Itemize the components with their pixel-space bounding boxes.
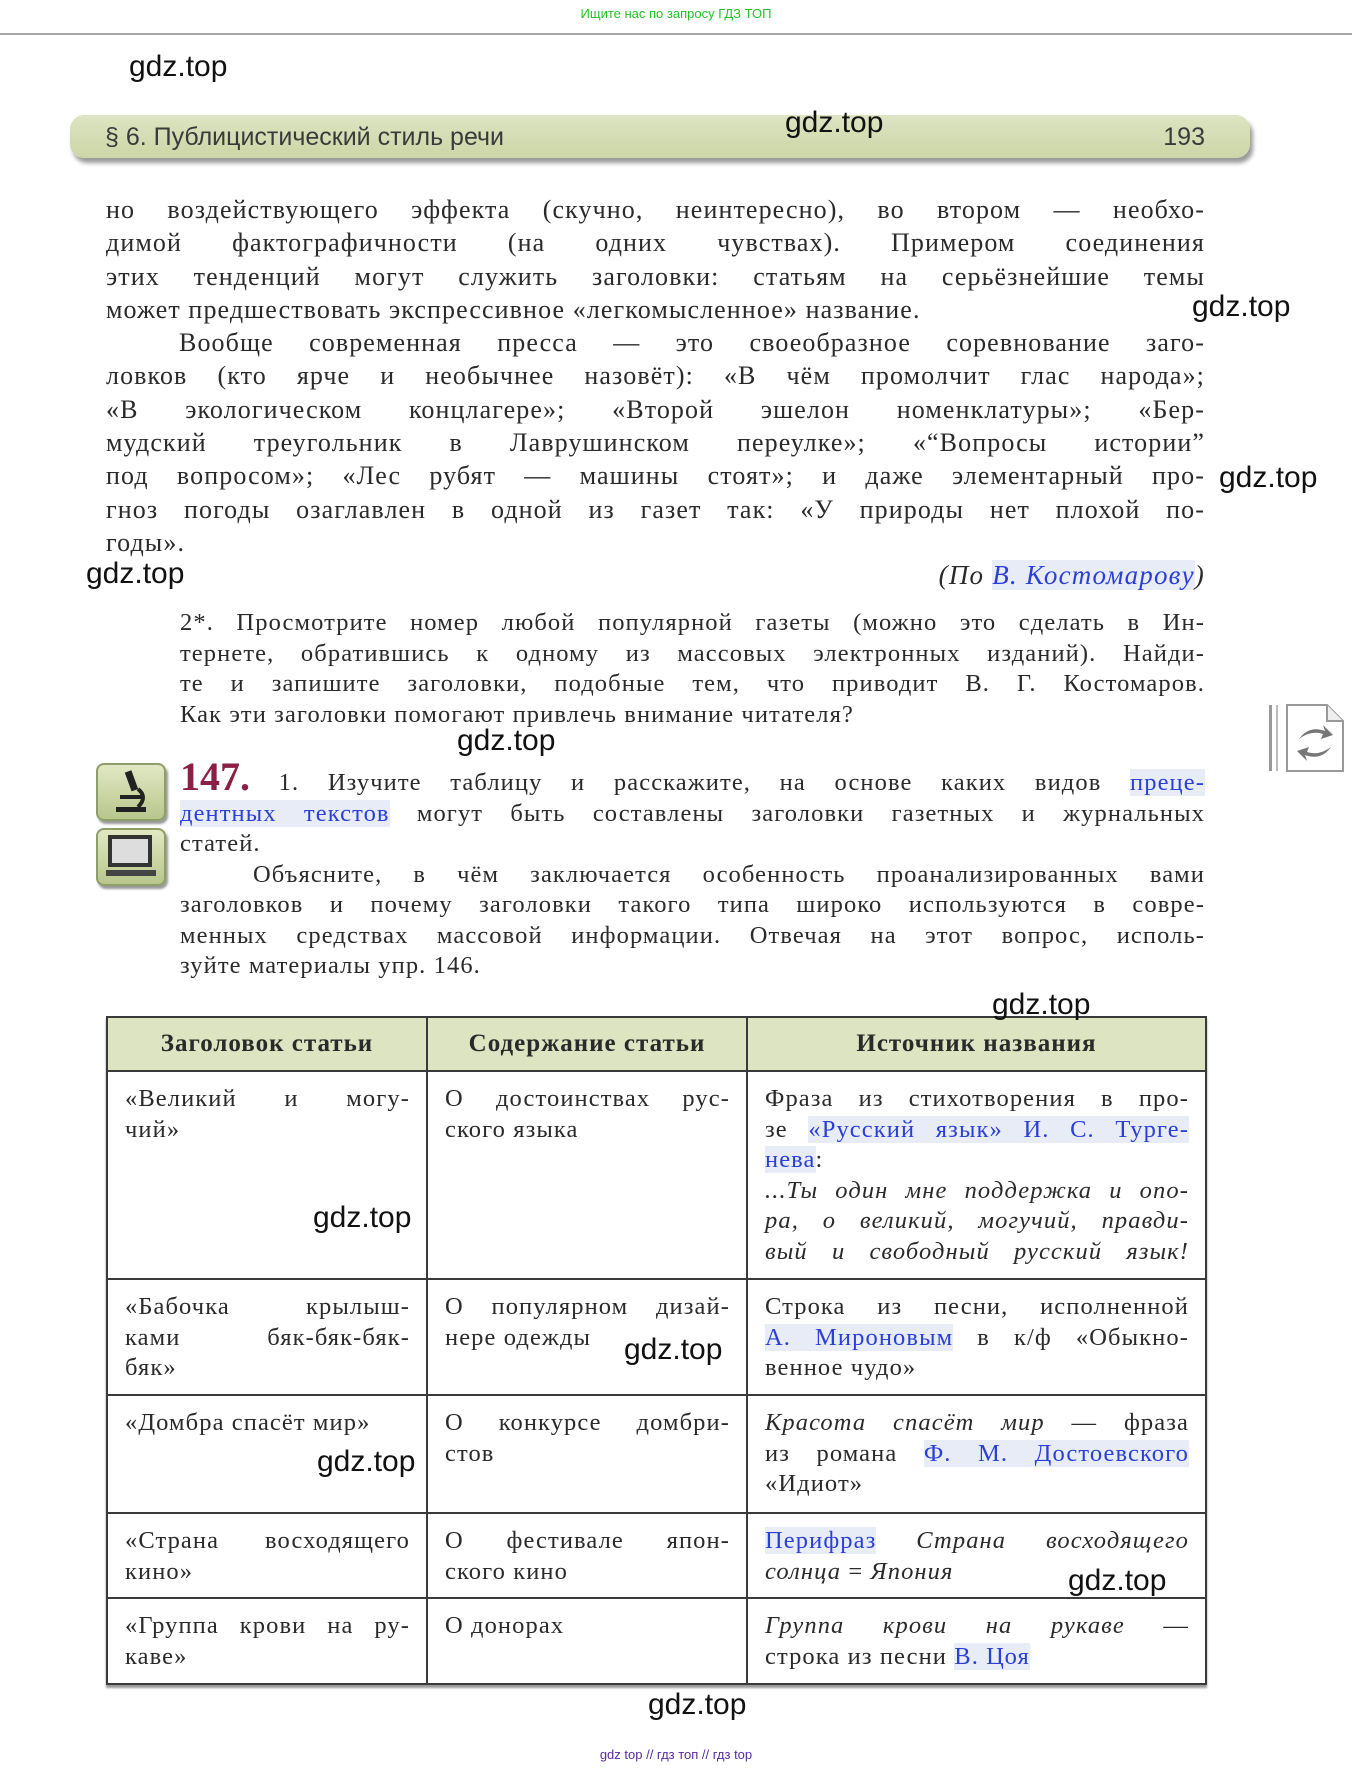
text-run: мудский треугольник в Лаврушинском переулке»; «“Вопросы истории” <box>106 428 1205 458</box>
text-line <box>765 1176 1189 1207</box>
text-run: под вопросом»; «Лес рубят — машины стоят»; и даже элементарный про- <box>106 461 1205 491</box>
text-line <box>765 1292 1189 1323</box>
text-line <box>445 1084 730 1115</box>
text-line <box>106 526 1205 559</box>
text-run: могут быть составлены заголовки газетных и журнальных <box>389 799 1205 827</box>
author-link[interactable]: В. Костомарову <box>992 560 1195 590</box>
text-run: Япония <box>870 1557 954 1585</box>
watermark: gdz.top <box>313 1201 412 1234</box>
text-line <box>106 426 1205 459</box>
text-link[interactable]: нева <box>765 1146 816 1173</box>
section-title: § 6. Публицистический стиль речи <box>105 123 505 151</box>
text-line <box>765 1526 1189 1557</box>
text-run: этих тенденций могут служить заголовки: статьям на серьёзнейшие темы <box>106 261 1205 291</box>
top-divider <box>0 33 1352 35</box>
table-cell <box>107 1071 427 1279</box>
text-line <box>125 1611 410 1642</box>
text-line <box>180 639 1205 670</box>
text-line <box>180 669 1205 700</box>
text-run: Строка из песни, исполненной <box>765 1293 1189 1320</box>
text-run: из романа <box>765 1439 924 1467</box>
watermark: gdz.top <box>317 1445 416 1478</box>
text-run: ...Ты один мне поддержка и опо- <box>765 1176 1189 1204</box>
text-run: «В экологическом концлагере»; «Второй эшелон номенклатуры»; «Бер- <box>106 394 1205 424</box>
text-line <box>125 1084 410 1115</box>
text-link[interactable]: дентных текстов <box>180 799 390 827</box>
text-line <box>125 1115 410 1146</box>
watermark: gdz.top <box>1219 461 1318 494</box>
text-run: вый и свободный русский язык! <box>765 1237 1189 1265</box>
text-line <box>106 493 1205 526</box>
text-line <box>180 700 1205 731</box>
table-cell <box>427 1395 747 1513</box>
text-line <box>445 1408 730 1439</box>
swap-document-icon[interactable] <box>1267 701 1352 775</box>
text-line <box>125 1642 410 1673</box>
text-run: стов <box>445 1439 495 1467</box>
text-line <box>180 921 1205 952</box>
text-run: Фраза из стихотворения в про- <box>765 1085 1189 1112</box>
text-line <box>765 1439 1189 1470</box>
text-run: Вообще современная пресса — это своеобразное соревнование заго- <box>179 328 1205 358</box>
text-line <box>180 890 1205 921</box>
watermark: gdz.top <box>1068 1564 1167 1597</box>
text-line <box>765 1115 1189 1146</box>
section-header <box>70 115 1250 158</box>
text-run: заголовков и почему заголовки такого типа широко используются в совре- <box>180 891 1205 918</box>
page-number: 193 <box>1163 123 1205 151</box>
text-run: строка из песни <box>765 1642 955 1670</box>
text-run: О донорах <box>445 1612 565 1639</box>
table-cell <box>747 1071 1206 1279</box>
text-line <box>765 1323 1189 1354</box>
text-run: чий» <box>125 1115 181 1143</box>
text-line <box>180 799 1205 830</box>
text-run: Как эти заголовки помогают привлечь внимание читателя? <box>180 700 854 728</box>
text-run: — <box>1124 1612 1189 1639</box>
watermark: gdz.top <box>648 1688 747 1721</box>
text-run: : <box>815 1146 824 1173</box>
body-paragraphs <box>106 193 1205 559</box>
table-row <box>107 1513 1206 1598</box>
text-line <box>125 1408 410 1439</box>
text-line <box>106 326 1205 359</box>
text-run: «Страна восходящего <box>125 1527 410 1554</box>
table-row <box>107 1598 1206 1684</box>
text-run: «Великий и могу- <box>125 1085 410 1112</box>
text-line <box>445 1439 730 1470</box>
text-run: ками бяк-бяк-бяк- <box>125 1323 410 1351</box>
text-run: О достоинствах рус- <box>445 1085 730 1112</box>
text-link[interactable]: Перифраз <box>765 1527 877 1554</box>
table-cell <box>107 1279 427 1395</box>
column-header: Источник названия <box>747 1017 1206 1071</box>
text-line <box>106 459 1205 492</box>
text-run: но воздействующего эффекта (скучно, неинтересно), во втором — необхо- <box>106 195 1205 224</box>
text-line <box>106 293 1205 326</box>
text-line <box>445 1292 730 1323</box>
exercise-2 <box>180 608 1205 730</box>
text-run: каве» <box>125 1642 188 1670</box>
text-run: нере одежды <box>445 1323 592 1351</box>
watermark: gdz.top <box>1192 290 1291 323</box>
text-line <box>765 1237 1189 1268</box>
text-run: гноз погоды озаглавлен в одной из газет так: «У природы нет плохой по- <box>106 494 1205 524</box>
text-line <box>106 393 1205 426</box>
watermark: gdz.top <box>86 557 185 590</box>
text-run: тернете, обратившись к одному из массовых электронных изданий). Найди- <box>180 639 1205 667</box>
text-run: Страна восходящего <box>876 1527 1189 1554</box>
text-run: «Идиот» <box>765 1470 864 1497</box>
table-cell <box>747 1395 1206 1513</box>
text-line <box>125 1353 410 1384</box>
computer-icon <box>96 828 166 886</box>
text-run: 1. Изучите таблицу и расскажите, на основе каких видов <box>250 769 1131 796</box>
text-line <box>765 1611 1189 1642</box>
text-run: димой фактографичности (на одних чувствах). Примером соединения <box>106 228 1205 258</box>
attribution <box>106 560 1205 591</box>
watermark: gdz.top <box>624 1333 723 1366</box>
text-run: бяк» <box>125 1354 177 1381</box>
watermark: gdz.top <box>129 50 228 83</box>
text-run: зуйте материалы упр. 146. <box>180 952 481 979</box>
text-run: — фраза <box>1044 1409 1189 1436</box>
text-line <box>106 359 1205 392</box>
table-cell <box>747 1598 1206 1684</box>
text-line <box>180 829 1205 860</box>
text-line <box>765 1145 1189 1176</box>
table-row <box>107 1395 1206 1513</box>
text-link[interactable]: Ф. М. Достоевского <box>923 1439 1189 1467</box>
text-run: ского языка <box>445 1115 579 1143</box>
exercise-number: 147. <box>180 754 250 799</box>
exercise-147 <box>180 754 1205 982</box>
text-run: те и запишите заголовки, подобные тем, что приводит В. Г. Костомаров. <box>180 670 1205 697</box>
text-line <box>180 860 1205 891</box>
table-cell <box>427 1071 747 1279</box>
text-run: «Группа крови на ру- <box>125 1612 410 1639</box>
text-line <box>765 1353 1189 1384</box>
text-run: годы». <box>106 527 186 557</box>
text-line <box>765 1206 1189 1237</box>
table-cell <box>107 1598 427 1684</box>
text-line <box>106 226 1205 259</box>
text-link[interactable]: А. Мироновым <box>765 1323 954 1351</box>
attribution-suffix: ) <box>1194 560 1205 590</box>
text-run: «Домбра спасёт мир» <box>125 1409 371 1436</box>
text-line <box>180 951 1205 982</box>
text-line <box>125 1526 410 1557</box>
table-cell <box>427 1513 747 1598</box>
text-run: Объясните, в чём заключается особенность проанализированных вами <box>253 860 1205 888</box>
text-run: венное чудо» <box>765 1354 917 1381</box>
text-run: = <box>841 1557 871 1585</box>
text-run: Группа крови на рукаве <box>765 1612 1125 1639</box>
text-run: ра, о великий, могучий, правди- <box>765 1207 1189 1234</box>
text-run: О фестивале япон- <box>445 1527 730 1554</box>
text-line <box>125 1292 410 1323</box>
text-run: О популярном дизай- <box>445 1293 730 1320</box>
watermark: gdz.top <box>785 106 884 139</box>
text-line <box>445 1557 730 1588</box>
table-header-row <box>107 1017 1206 1071</box>
text-run: в к/ф «Обыкно- <box>953 1323 1189 1351</box>
text-link[interactable]: В. Цоя <box>954 1642 1030 1670</box>
text-line <box>765 1084 1189 1115</box>
watermark: gdz.top <box>457 724 556 757</box>
text-line <box>765 1642 1189 1673</box>
text-run: 2*. Просмотрите номер любой популярной газеты (можно это сделать в Ин- <box>180 609 1205 636</box>
text-run: О конкурсе домбри- <box>445 1409 730 1436</box>
table-cell <box>747 1279 1206 1395</box>
text-run: может предшествовать экспрессивное «легкомысленное» название. <box>106 294 921 324</box>
text-run: кино» <box>125 1557 194 1585</box>
text-line <box>445 1611 730 1642</box>
microscope-icon <box>96 763 166 821</box>
text-line <box>765 1469 1189 1500</box>
text-run: ского кино <box>445 1557 568 1585</box>
text-run: статей. <box>180 830 261 857</box>
text-link[interactable]: преце- <box>1130 769 1205 796</box>
attribution-prefix: (По <box>938 560 993 590</box>
table-cell <box>427 1598 747 1684</box>
table-cell <box>107 1513 427 1598</box>
text-line <box>125 1323 410 1354</box>
text-link[interactable]: «Русский язык» И. С. Турге- <box>808 1115 1189 1143</box>
text-run: менных средствах массовой информации. Отвечая на этот вопрос, исполь- <box>180 921 1205 949</box>
text-run: солнца <box>765 1557 842 1585</box>
footer-links[interactable]: gdz top // гдз топ // гдз top <box>599 1747 753 1762</box>
column-header: Заголовок статьи <box>107 1017 427 1071</box>
text-run: Красота спасёт мир <box>765 1409 1045 1436</box>
text-line <box>180 754 1205 799</box>
search-hint: Ищите нас по запросу ГДЗ ТОП <box>580 6 772 21</box>
text-line <box>180 608 1205 639</box>
text-line <box>765 1408 1189 1439</box>
watermark: gdz.top <box>992 988 1091 1021</box>
text-line <box>445 1526 730 1557</box>
text-run: «Бабочка крылыш- <box>125 1293 410 1320</box>
text-line <box>106 193 1205 226</box>
text-run: ловков (кто ярче и необычнее назовёт): «В чём промолчит глас народа»; <box>106 361 1205 391</box>
column-header: Содержание статьи <box>427 1017 747 1071</box>
text-run: зе <box>765 1115 809 1143</box>
text-line <box>125 1557 410 1588</box>
text-line <box>445 1115 730 1146</box>
text-line <box>106 260 1205 293</box>
table-row <box>107 1071 1206 1279</box>
